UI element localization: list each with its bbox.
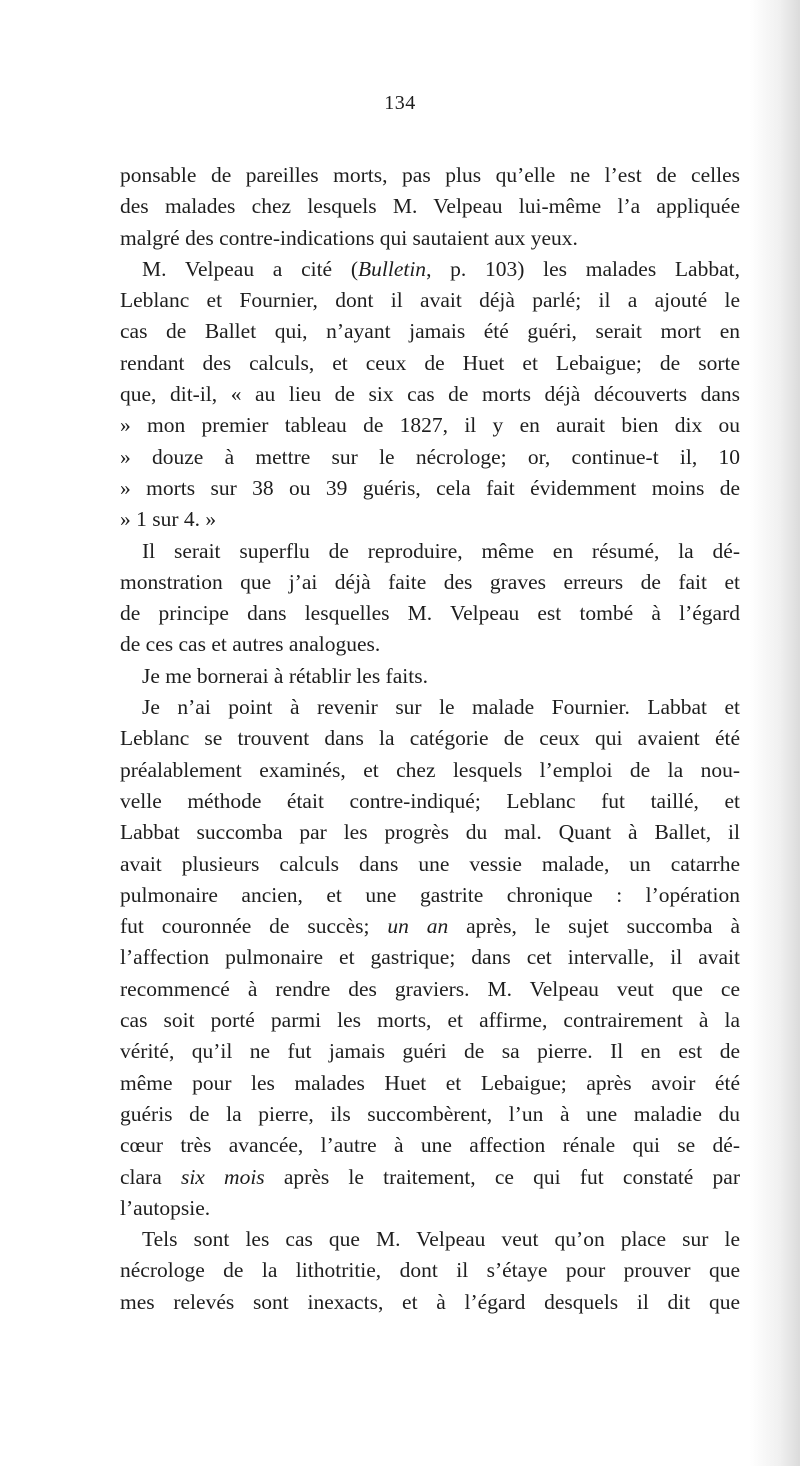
- body-text: [120, 160, 740, 1318]
- text-line: que, dit-il, « au lieu de six cas de morts déjà découverts dans: [120, 382, 740, 407]
- text-line: cas soit porté parmi les morts, et affirme, contrairement à la: [120, 1008, 740, 1033]
- text-line: l’autopsie.: [120, 1195, 211, 1220]
- text-line: Labbat succomba par les progrès du mal. Quant à Ballet, il: [120, 820, 740, 845]
- text-line: ponsable de pareilles morts, pas plus qu’elle ne l’est de celles: [120, 163, 740, 187]
- text-line: mes relevés sont inexacts, et à l’égard desquels il dit que: [120, 1289, 740, 1314]
- text-line: » 1 sur 4. »: [120, 507, 217, 532]
- text-line: de ces cas et autres analogues.: [120, 632, 381, 657]
- text-line: Je n’ai point à revenir sur le malade Fournier. Labbat et: [142, 695, 740, 720]
- text-line: Je me bornerai à rétablir les faits.: [142, 663, 428, 688]
- text-line: » morts sur 38 ou 39 guéris, cela fait évidemment moins de: [120, 475, 740, 500]
- text-line: Tels sont les cas que M. Velpeau veut qu’on place sur le: [142, 1227, 740, 1252]
- text-line: l’affection pulmonaire et gastrique; dans cet intervalle, il avait: [120, 945, 740, 970]
- text-line: Il serait superflu de reproduire, même en résumé, la dé-: [142, 538, 740, 563]
- text-line: nécrologe de la lithotritie, dont il s’étaye pour prouver que: [120, 1258, 740, 1283]
- text-line: clara six mois après le traitement, ce qui fut constaté par: [120, 1164, 741, 1189]
- text-line: » douze à mettre sur le nécrologe; or, continue-t il, 10: [120, 444, 740, 469]
- text-line: de principe dans lesquelles M. Velpeau est tombé à l’égard: [120, 601, 740, 626]
- text-line: cas de Ballet qui, n’ayant jamais été guéri, serait mort en: [120, 319, 740, 344]
- page-number: 134: [384, 92, 416, 114]
- text-line: Leblanc et Fournier, dont il avait déjà parlé; il a ajouté le: [120, 288, 740, 313]
- text-line: M. Velpeau a cité (Bulletin, p. 103) les malades Labbat,: [142, 256, 740, 281]
- text-line: fut couronnée de succès; un an après, le sujet succomba à: [120, 914, 740, 939]
- text-line: » mon premier tableau de 1827, il y en aurait bien dix ou: [120, 413, 740, 438]
- text-line: Leblanc se trouvent dans la catégorie de ceux qui avaient été: [120, 726, 740, 751]
- text-line: recommencé à rendre des graviers. M. Velpeau veut que ce: [120, 976, 740, 1001]
- text-line: des malades chez lesquels M. Velpeau lui-même l’a appliquée: [120, 194, 740, 219]
- text-line: cœur très avancée, l’autre à une affection rénale qui se dé-: [120, 1133, 740, 1158]
- text-line: monstration que j’ai déjà faite des graves erreurs de fait et: [120, 569, 740, 594]
- text-line: avait plusieurs calculs dans une vessie malade, un catarrhe: [120, 851, 740, 876]
- text-line: malgré des contre-indications qui sautaient aux yeux.: [120, 225, 578, 250]
- text-line: guéris de la pierre, ils succombèrent, l’un à une maladie du: [120, 1101, 740, 1126]
- text-line: vérité, qu’il ne fut jamais guéri de sa pierre. Il en est de: [120, 1039, 740, 1064]
- text-line: velle méthode était contre-indiqué; Leblanc fut taillé, et: [120, 788, 740, 813]
- text-line: pulmonaire ancien, et une gastrite chronique : l’opération: [120, 882, 740, 907]
- text-line: préalablement examinés, et chez lesquels l’emploi de la nou-: [120, 757, 740, 782]
- text-line: même pour les malades Huet et Lebaigue; après avoir été: [120, 1070, 740, 1095]
- page-edge-shadow: [750, 0, 800, 1466]
- text-line: rendant des calculs, et ceux de Huet et Lebaigue; de sorte: [120, 350, 740, 375]
